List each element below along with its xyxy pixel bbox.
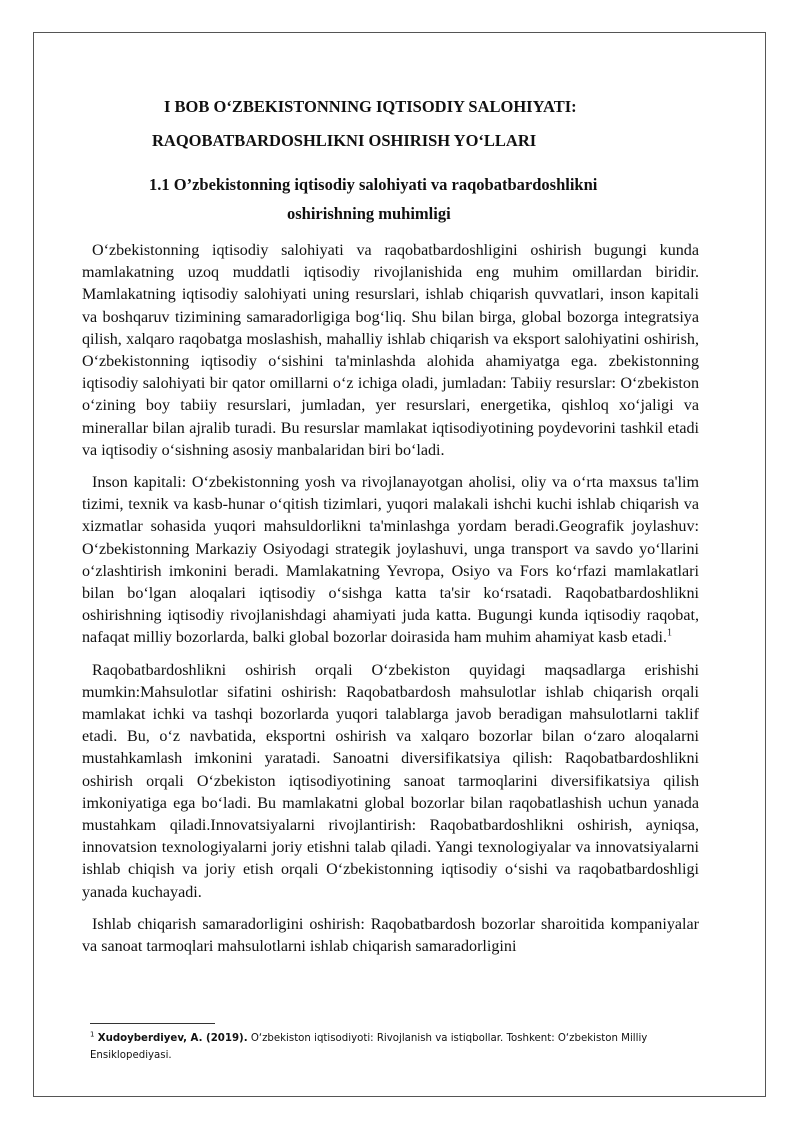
chapter-title-line-2: RAQOBATBARDOSHLIKNI OSHIRISH YO‘LLARI <box>152 131 537 150</box>
footnote-reference[interactable]: 1 <box>667 628 673 640</box>
footnote-author: Xudoyberdiyev, A. (2019). <box>97 1033 248 1044</box>
footnote-separator <box>90 1023 215 1024</box>
section-title-line-2: oshirishning muhimligi <box>287 204 451 223</box>
section-title-line-1: 1.1 O’zbekistonning iqtisodiy salohiyati va raqobatbardoshlikni <box>149 175 598 194</box>
paragraph-4: Ishlab chiqarish samaradorligini oshirish: Raqobatbardosh bozorlar sharoitida kompaniyalar va sanoat tarmoqlari mahsulotlarni ishlab chiqarish samaradorligini <box>82 915 699 956</box>
paragraph-2-text: Inson kapitali: O‘zbekistonning yosh va rivojlanayotgan aholisi, oliy va o‘rta maxsus ta'lim tizimi, texnik va kasb-hunar o‘qitish tizimlari, yuqori malakali ishchi kuchi ishlab chiqarish va xizmatlar sohasida yuqori mahsuldorlikni ta'minlashga yordam beradi.Geografik joylashuv: O‘zbekistonning Markaziy Osiyodagi strategik joylashuvi, unga transport va savdo yo‘llarini o‘zlashtirish imkonini beradi. Mamlakatning Yevropa, Osiyo va Fors ko‘rfazi mamlakatlari bilan bo‘lgan aloqalari iqtisodiy o‘sishga katta ta'sir ko‘rsatadi. Raqobatbardoshlikni oshirishning iqtisodiy rivojlanishdagi ahamiyati juda katta. Bugungi kunda iqtisodiy raqobat, nafaqat milliy bozorlarda, balki global bozorlar doirasida ham muhim ahamiyat kasb etadi. <box>82 474 699 647</box>
paragraph-3: Raqobatbardoshlikni oshirish orqali O‘zbekiston quyidagi maqsadlarga erishishi mumkin:Mahsulotlar sifatini oshirish: Raqobatbardosh mahsulotlar ishlab chiqarish orqali mamlakat ichki va tashqi bozorlarda yuqori talablarga javob beradigan mahsulotlarni taklif etadi. Bu, o‘z navbatida, eksportni oshirish va xalqaro bozorlar bilan o‘zaro aloqalarni mustahkamlash imkonini yaratadi. Sanoatni diversifikatsiya qilish: Raqobatbardoshlikni oshirish orqali O‘zbekiston iqtisodiyotining sanoat tarmoqlarini diversifikatsiya qilish imkoniyatiga ega bo‘ladi. Bu mamlakatni global bozorlar bilan raqobatlashish uchun yanada mustahkam qiladi.Innovatsiyalarni rivojlantirish: Raqobatbardoshlikni oshirish, ayniqsa, innovatsion texnologiyalarni joriy etishni talab qiladi. Yangi texnologiyalar va innovatsiyalarni ishlab chiqish va joriy etish orqali O‘zbekistonning iqtisodiy o‘sishi va raqobatbardoshligi yanada kuchayadi. <box>82 661 699 901</box>
body-text <box>82 240 699 968</box>
footnote-mark: 1 <box>90 1030 95 1039</box>
chapter-title-line-1: I BOB O‘ZBEKISTONNING IQTISODIY SALOHIYATI: <box>164 97 577 116</box>
footnote <box>90 1030 690 1064</box>
paragraph-1: O‘zbekistonning iqtisodiy salohiyati va raqobatbardoshligini oshirish bugungi kunda mamlakatning uzoq muddatli iqtisodiy rivojlanishida eng muhim omillardan biridir. Mamlakatning iqtisodiy salohiyati uning resurslari, ishlab chiqarish quvvatlari, inson kapitali va boshqaruv tizimining samaradorligiga bog‘liq. Shu bilan birga, global bozorga integratsiya qilish, xalqaro raqobatga moslashish, mahalliy ishlab chiqarish va eksport salohiyatini oshirish, O‘zbekistonning iqtisodiy o‘sishini ta'minlashda alohida ahamiyatga ega. zbekistonning iqtisodiy salohiyati bir qator omillarni o‘z ichiga oladi, jumladan: Tabiiy resurslar: O‘zbekiston o‘zining boy tabiiy resurslari, jumladan, yer resurslari, energetika, qishloq xo‘jaligi va minerallar bilan ajralib turadi. Bu resurslar mamlakat iqtisodiyotining poydevorini tashkil etadi va iqtisodiy o‘sishning asosiy manbalaridan biri bo‘ladi. <box>82 242 699 459</box>
footnote-text: O‘zbekiston iqtisodiyoti: Rivojlanish va istiqbollar. Toshkent: O‘zbekiston Milliy Ensiklopediyasi. <box>90 1033 648 1061</box>
paragraph-2 <box>82 472 699 650</box>
